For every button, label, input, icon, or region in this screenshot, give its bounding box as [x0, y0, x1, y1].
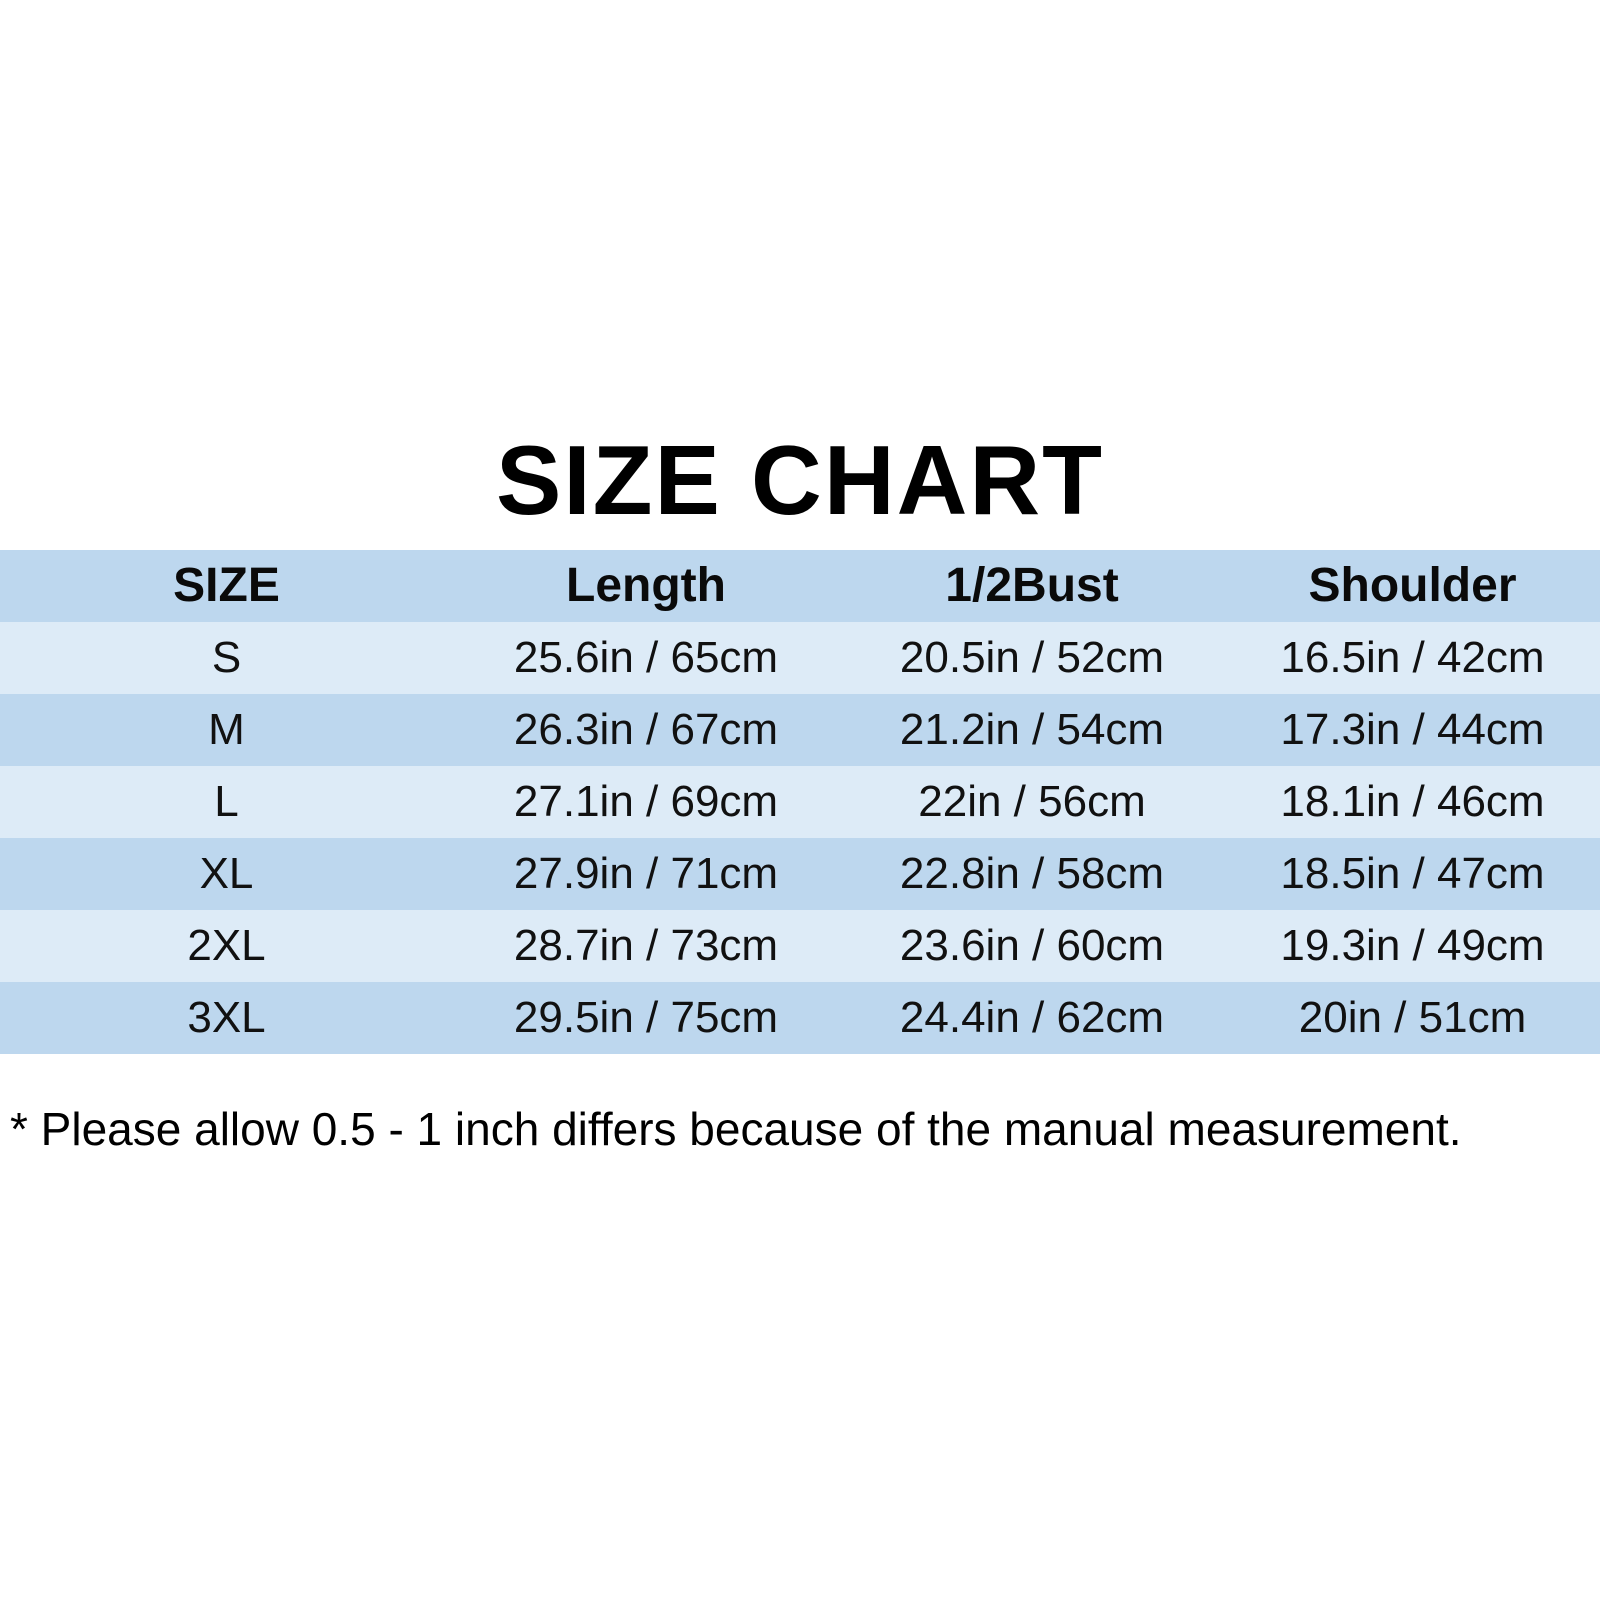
header-length: Length: [566, 559, 726, 612]
cell-length: 27.9in / 71cm: [513, 849, 779, 898]
cell-size: M: [208, 705, 245, 754]
cell-half-bust: 22.8in / 58cm: [899, 849, 1165, 898]
page-title: SIZE CHART: [496, 425, 1104, 535]
cell-half-bust: 20.5in / 52cm: [899, 633, 1165, 682]
table-row: [0, 982, 1600, 1054]
header-half-bust: 1/2Bust: [945, 559, 1119, 612]
cell-half-bust: 24.4in / 62cm: [899, 993, 1165, 1042]
table-row: [0, 694, 1600, 766]
cell-shoulder: 16.5in / 42cm: [1280, 633, 1545, 682]
cell-size: 2XL: [187, 921, 266, 970]
table-row: [0, 622, 1600, 694]
table-header-row: [0, 550, 1600, 622]
cell-shoulder: 18.5in / 47cm: [1280, 849, 1545, 898]
header-shoulder: Shoulder: [1308, 559, 1517, 612]
cell-half-bust: 21.2in / 54cm: [899, 705, 1165, 754]
cell-shoulder: 20in / 51cm: [1298, 993, 1527, 1042]
cell-size: L: [214, 777, 239, 826]
cell-half-bust: 22in / 56cm: [918, 777, 1146, 826]
table-row: [0, 766, 1600, 838]
size-chart-table: [0, 550, 1600, 1054]
measurement-note: * Please allow 0.5 - 1 inch differs because of the manual measurement.: [10, 1103, 1462, 1155]
cell-length: 25.6in / 65cm: [513, 633, 779, 682]
cell-shoulder: 19.3in / 49cm: [1280, 921, 1545, 970]
cell-size: S: [211, 633, 242, 682]
cell-shoulder: 17.3in / 44cm: [1280, 705, 1545, 754]
header-size: SIZE: [173, 559, 280, 612]
cell-length: 28.7in / 73cm: [513, 921, 779, 970]
cell-shoulder: 18.1in / 46cm: [1280, 777, 1545, 826]
cell-length: 27.1in / 69cm: [513, 777, 779, 826]
cell-size: 3XL: [187, 993, 266, 1042]
cell-length: 26.3in / 67cm: [513, 705, 779, 754]
table-row: [0, 838, 1600, 910]
cell-half-bust: 23.6in / 60cm: [899, 921, 1165, 970]
cell-size: XL: [199, 849, 254, 898]
table-row: [0, 910, 1600, 982]
cell-length: 29.5in / 75cm: [513, 993, 779, 1042]
